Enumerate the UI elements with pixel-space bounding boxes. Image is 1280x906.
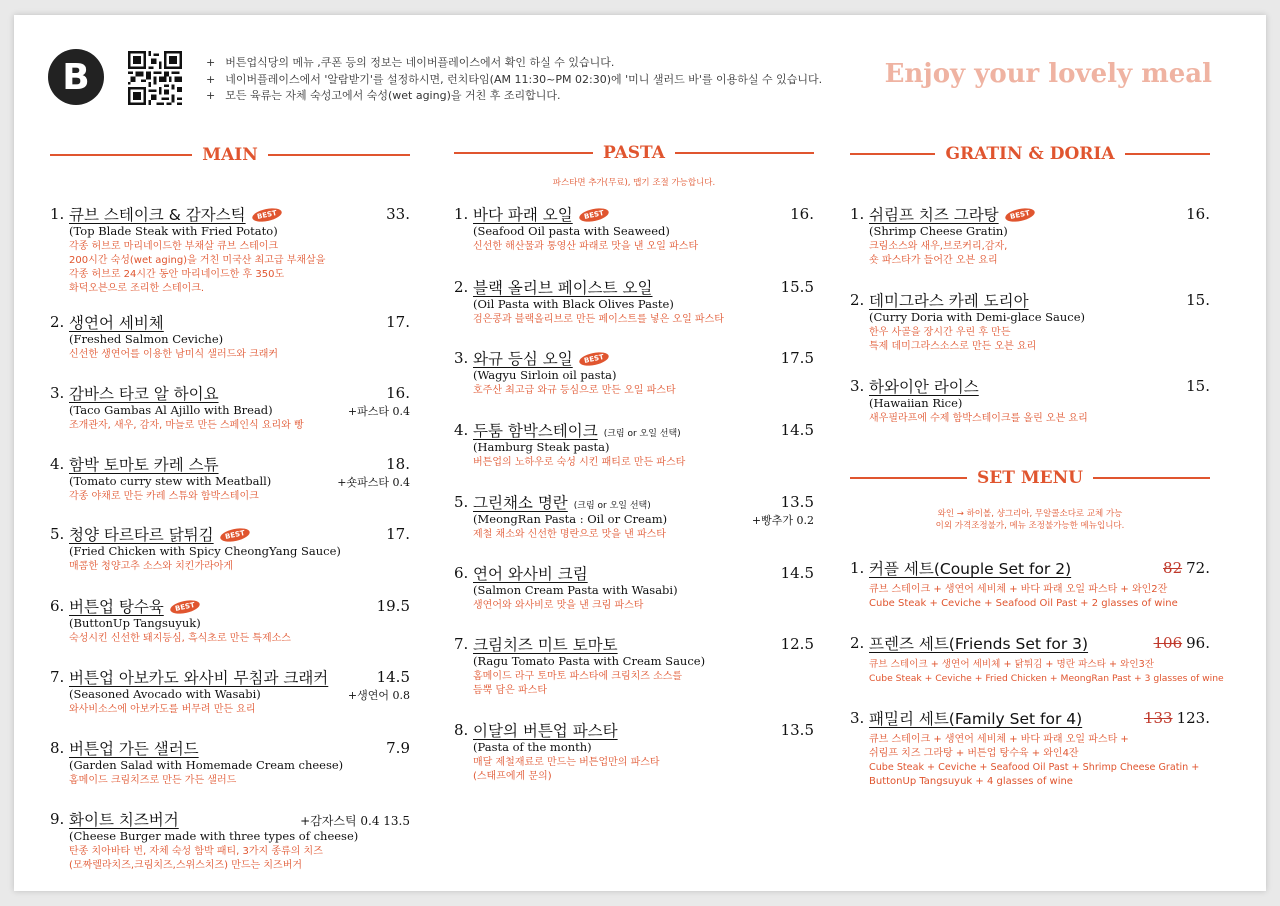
menu-item[interactable]: 3. 하와이안 라이스 15. (Hawaiian Rice) 새우필라프에 수제 함박스테이크를 올린 오븐 요리 bbox=[850, 377, 1210, 424]
menu-item[interactable]: 6. 연어 와사비 크림 14.5 (Salmon Cream Pasta with Wasabi) 생연어와 와사비로 맛을 낸 크림 파스타 bbox=[454, 564, 814, 611]
item-name: 와규 등심 오일 BEST bbox=[473, 347, 609, 369]
item-description: 특제 데미그라스소스로 만든 오븐 요리 bbox=[869, 341, 1037, 352]
item-english-name: (Seasoned Avocado with Wasabi) bbox=[69, 687, 261, 701]
item-description: 큐브 스테이크 + 생연어 세비체 + 바다 파래 오일 파스타 + 와인2잔 bbox=[869, 584, 1168, 595]
item-price: 82 72. bbox=[1163, 559, 1210, 577]
item-old-price: 106 bbox=[1153, 634, 1183, 652]
item-price: 18. bbox=[386, 455, 410, 473]
item-price: +감자스틱 0.4 13.5 bbox=[300, 814, 410, 828]
item-price: 13.5 bbox=[780, 493, 814, 511]
item-name: 청양 타르타르 닭튀김 BEST bbox=[69, 523, 250, 545]
item-addon: +생연어 0.8 bbox=[347, 689, 410, 702]
item-description: 검은콩과 블랙올리브로 만든 페이스트를 넣은 오일 파스타 bbox=[473, 314, 724, 325]
item-english-name: (Garden Salad with Homemade Cream cheese) bbox=[69, 758, 344, 772]
menu-item[interactable]: 2. 데미그라스 카레 도리아 15. (Curry Doria with Demi-glace Sauce) 한우 사골을 장시간 우린 후 만든 특제 데미그라스소스로 만든 오븐 요리 bbox=[850, 291, 1210, 352]
item-description: 새우필라프에 수제 함박스테이크를 올린 오븐 요리 bbox=[869, 413, 1088, 424]
menu-item[interactable]: 7. 버튼업 아보카도 와사비 무침과 크래커 14.5 +생연어 0.8 (Seasoned Avocado with Wasabi) 와사비소스에 아보카도를 버무려 만든 요리 bbox=[50, 668, 410, 715]
item-name: 하와이안 라이스 bbox=[869, 378, 979, 396]
item-name: 버튼업 가든 샐러드 bbox=[69, 740, 199, 758]
item-description: 크림소스와 새우,브로커리,감자, bbox=[869, 241, 1008, 252]
menu-item[interactable]: 2. 생연어 세비체 17. (Freshed Salmon Ceviche) 신선한 생연어를 이용한 남미식 샐러드와 크래커 bbox=[50, 313, 410, 360]
item-description: 숏 파스타가 들어간 오븐 요리 bbox=[869, 255, 998, 266]
item-english-name: (Oil Pasta with Black Olives Paste) bbox=[473, 297, 674, 311]
set-menu-note: 이외 가격조정불가, 메뉴 조정불가능한 메뉴입니다. bbox=[935, 521, 1125, 531]
item-name: 감바스 타코 알 하이요 bbox=[69, 385, 219, 403]
item-description: (모짜렐라치즈,크림치즈,스위스치즈) 만드는 치즈버거 bbox=[69, 860, 303, 871]
item-name: 프렌즈 세트(Friends Set for 3) bbox=[869, 635, 1089, 653]
set-menu-item[interactable]: 1. 커플 세트(Couple Set for 2) 82 72. 큐브 스테이크 + 생연어 세비체 + 바다 파래 오일 파스타 + 와인2잔 Cube Steak + Ceviche + Seafood Oil Past + 2 glasses of wine bbox=[850, 559, 1210, 609]
tagline: Enjoy your lovely meal bbox=[884, 59, 1212, 89]
item-old-price: 82 bbox=[1163, 559, 1183, 577]
item-price: 7.9 bbox=[386, 739, 410, 757]
notice-item: + 모든 육류는 자체 숙성고에서 숙성(wet aging)을 거친 후 조리합니다. bbox=[206, 88, 822, 105]
item-name: 큐브 스테이크 & 감자스틱 BEST bbox=[69, 203, 282, 225]
item-price: 15.5 bbox=[780, 278, 814, 296]
best-badge-icon: BEST bbox=[169, 598, 201, 616]
item-english-name: (Top Blade Steak with Fried Potato) bbox=[69, 224, 278, 238]
item-description: 큐브 스테이크 + 생연어 세비체 + 닭튀김 + 명란 파스타 + 와인3잔 bbox=[869, 659, 1154, 670]
item-name: 크림치즈 미트 토마토 bbox=[473, 636, 618, 654]
best-badge-icon: BEST bbox=[578, 350, 610, 368]
item-price: 12.5 bbox=[780, 635, 814, 653]
item-english-name: (Curry Doria with Demi-glace Sauce) bbox=[869, 310, 1086, 324]
set-menu-note: 와인 → 하이볼, 샹그리아, 무알콜소다로 교체 가능 bbox=[937, 509, 1123, 519]
item-english-name: (Ragu Tomato Pasta with Cream Sauce) bbox=[473, 654, 706, 668]
item-price: 133 123. bbox=[1143, 709, 1210, 727]
item-description: Cube Steak + Ceviche + Fried Chicken + MeongRan Past + 3 glasses of wine bbox=[869, 673, 1224, 684]
item-description: (스태프에게 문의) bbox=[473, 771, 552, 782]
item-option: (크림 or 오일 선택) bbox=[603, 429, 681, 439]
item-english-name: (Freshed Salmon Ceviche) bbox=[69, 332, 224, 346]
menu-item[interactable]: 5. 청양 타르타르 닭튀김 BEST 17. (Fried Chicken with Spicy CheongYang Sauce) 매콤한 청양고추 소스와 치킨가라아게 bbox=[50, 525, 410, 572]
menu-item[interactable]: 2. 블랙 올리브 페이스트 오일 15.5 (Oil Pasta with Black Olives Paste) 검은콩과 블랙올리브로 만든 페이스트를 넣은 오일 파스타 bbox=[454, 278, 814, 325]
item-description: 각종 허브로 마리네이드한 부채살 큐브 스테이크 bbox=[69, 241, 279, 252]
menu-item[interactable]: 4. 함박 토마토 카레 스튜 18. +숏파스타 0.4 (Tomato curry stew with Meatball) 각종 야채로 만든 카레 스튜와 함박스테이크 bbox=[50, 455, 410, 502]
item-english-name: (Fried Chicken with Spicy CheongYang Sauce) bbox=[69, 544, 341, 558]
notice-item: + 버튼업식당의 메뉴 ,쿠폰 등의 정보는 네이버플레이스에서 확인 하실 수 있습니다. bbox=[206, 55, 822, 72]
item-price: 13.5 bbox=[780, 721, 814, 739]
item-price: 17. bbox=[386, 525, 410, 543]
item-english-name: (ButtonUp Tangsuyuk) bbox=[69, 616, 201, 630]
best-badge-icon: BEST bbox=[1004, 206, 1036, 224]
item-old-price: 133 bbox=[1143, 709, 1173, 727]
item-description: 한우 사골을 장시간 우린 후 만든 bbox=[869, 327, 1011, 338]
item-name: 연어 와사비 크림 bbox=[473, 565, 588, 583]
pasta-note: 파스타면 추가(무료), 맵기 조절 가능합니다. bbox=[552, 178, 716, 188]
item-description: 신선한 해산물과 통영산 파래로 맛을 낸 오일 파스타 bbox=[473, 241, 699, 252]
menu-item[interactable]: 5. 그린채소 명란 (크림 or 오일 선택) 13.5 +빵추가 0.2 (MeongRan Pasta : Oil or Cream) 제철 채소와 신선한 명란으로 맛을 낸 파스타 bbox=[454, 493, 814, 540]
best-badge-icon: BEST bbox=[578, 206, 610, 224]
menu-item[interactable]: 3. 감바스 타코 알 하이요 16. +파스타 0.4 (Taco Gambas Al Ajillo with Bread) 조개관자, 새우, 감자, 마늘로 만든 스페인식 요리와 빵 bbox=[50, 384, 410, 431]
item-name: 그린채소 명란 (크림 or 오일 선택) bbox=[473, 494, 651, 512]
item-description: 쉬림프 치즈 그라탕 + 버튼업 탕수육 + 와인4잔 bbox=[869, 748, 1079, 759]
menu-item[interactable]: 8. 버튼업 가든 샐러드 7.9 (Garden Salad with Homemade Cream cheese) 홈메이드 크림치즈로 만든 가든 샐러드 bbox=[50, 739, 410, 786]
item-price: 14.5 bbox=[376, 668, 410, 686]
item-addon: +숏파스타 0.4 bbox=[337, 476, 410, 489]
item-name: 화이트 치즈버거 bbox=[69, 811, 179, 829]
item-description: 생연어와 와사비로 맛을 낸 크림 파스타 bbox=[473, 600, 644, 611]
menu-item[interactable]: 1. 바다 파래 오일 BEST 16. (Seafood Oil pasta with Seaweed) 신선한 해산물과 통영산 파래로 맛을 낸 오일 파스타 bbox=[454, 205, 814, 252]
item-description: 큐브 스테이크 + 생연어 세비체 + 바다 파래 오일 파스타 + bbox=[869, 734, 1129, 745]
gratin-section-title: GRATIN & DORIA bbox=[850, 142, 1210, 166]
menu-item[interactable]: 3. 와규 등심 오일 BEST 17.5 (Wagyu Sirloin oil pasta) 호주산 최고급 와규 등심으로 만든 오일 파스타 bbox=[454, 349, 814, 396]
item-price: 17. bbox=[386, 313, 410, 331]
set-menu-item[interactable]: 2. 프렌즈 세트(Friends Set for 3) 106 96. 큐브 스테이크 + 생연어 세비체 + 닭튀김 + 명란 파스타 + 와인3잔 Cube Steak + Ceviche + Fried Chicken + MeongRan Past + 3 glasses of wine bbox=[850, 634, 1224, 684]
item-description: ButtonUp Tangsuyuk + 4 glasses of wine bbox=[869, 776, 1073, 787]
item-description: 듬뿍 담은 파스타 bbox=[473, 685, 547, 696]
item-english-name: (Tomato curry stew with Meatball) bbox=[69, 474, 272, 488]
item-name: 함박 토마토 카레 스튜 bbox=[69, 456, 219, 474]
item-description: 화덕오븐으로 조리한 스테이크. bbox=[69, 283, 205, 294]
main-section-title: MAIN bbox=[50, 143, 410, 167]
menu-item[interactable]: 1. 쉬림프 치즈 그라탕 BEST 16. (Shrimp Cheese Gratin) 크림소스와 새우,브로커리,감자, 숏 파스타가 들어간 오븐 요리 bbox=[850, 205, 1210, 266]
item-description: 조개관자, 새우, 감자, 마늘로 만든 스페인식 요리와 빵 bbox=[69, 420, 304, 431]
item-description: 홈메이드 라구 토마토 파스타에 크림치즈 소스를 bbox=[473, 671, 683, 682]
item-description: 매콤한 청양고추 소스와 치킨가라아게 bbox=[69, 561, 234, 572]
item-addon: +파스타 0.4 bbox=[347, 405, 410, 418]
item-description: 신선한 생연어를 이용한 남미식 샐러드와 크래커 bbox=[69, 349, 279, 360]
item-description: 각종 야채로 만든 카레 스튜와 함박스테이크 bbox=[69, 491, 259, 502]
item-english-name: (MeongRan Pasta : Oil or Cream) bbox=[473, 512, 668, 526]
item-name: 데미그라스 카레 도리아 bbox=[869, 292, 1029, 310]
notice-item: + 네이버플레이스에서 '알람받기'를 설정하시면, 런치타임(AM 11:30~PM 02:30)에 '미니 샐러드 바'를 이용하실 수 있습니다. bbox=[206, 72, 822, 89]
item-description: Cube Steak + Ceviche + Seafood Oil Past + Shrimp Cheese Gratin + bbox=[869, 762, 1200, 773]
item-english-name: (Taco Gambas Al Ajillo with Bread) bbox=[69, 403, 273, 417]
item-name: 쉬림프 치즈 그라탕 BEST bbox=[869, 203, 1035, 225]
item-price: 15. bbox=[1186, 377, 1210, 395]
item-price: 17.5 bbox=[780, 349, 814, 367]
item-english-name: (Salmon Cream Pasta with Wasabi) bbox=[473, 583, 678, 597]
item-description: 제철 채소와 신선한 명란으로 맛을 낸 파스타 bbox=[473, 529, 666, 540]
item-english-name: (Wagyu Sirloin oil pasta) bbox=[473, 368, 617, 382]
item-name: 버튼업 탕수육 BEST bbox=[69, 595, 200, 617]
menu-item[interactable]: 7. 크림치즈 미트 토마토 12.5 (Ragu Tomato Pasta with Cream Sauce) 홈메이드 라구 토마토 파스타에 크림치즈 소스를 듬뿍 담은 파스타 bbox=[454, 635, 814, 696]
item-name: 블랙 올리브 페이스트 오일 bbox=[473, 279, 653, 297]
item-price: 14.5 bbox=[780, 564, 814, 582]
item-description: Cube Steak + Ceviche + Seafood Oil Past + 2 glasses of wine bbox=[869, 598, 1178, 609]
item-english-name: (Cheese Burger made with three types of cheese) bbox=[69, 829, 359, 843]
menu-item[interactable]: 1. 큐브 스테이크 & 감자스틱 BEST 33. (Top Blade Steak with Fried Potato) 각종 허브로 마리네이드한 부채살 큐브 스테이크 200시간 숙성(wet aging)을 거친 미국산 최고급 부채살을 각종 허브로 24시간 동안 마리네이드한 후 350도 화덕오븐으로 조리한 스테이크. bbox=[50, 205, 410, 294]
item-description: 매달 제철재료로 만드는 버튼업만의 파스타 bbox=[473, 757, 660, 768]
item-addon: +빵추가 0.2 bbox=[751, 514, 814, 527]
item-price: 16. bbox=[386, 384, 410, 402]
menu-item[interactable]: 8. 이달의 버튼업 파스타 13.5 (Pasta of the month) 매달 제철재료로 만드는 버튼업만의 파스타 (스태프에게 문의) bbox=[454, 721, 814, 782]
item-description: 버튼업의 노하우로 숙성 시킨 패티로 만든 파스타 bbox=[473, 457, 686, 468]
item-english-name: (Pasta of the month) bbox=[473, 740, 592, 754]
buttonup-logo-icon: B bbox=[48, 49, 104, 105]
item-price: 19.5 bbox=[376, 597, 410, 615]
item-option: (크림 or 오일 선택) bbox=[573, 501, 651, 511]
item-price: 16. bbox=[790, 205, 814, 223]
set-menu-item[interactable]: 3. 패밀리 세트(Family Set for 4) 133 123. 큐브 스테이크 + 생연어 세비체 + 바다 파래 오일 파스타 + 쉬림프 치즈 그라탕 + 버튼업 탕수육 + 와인4잔 Cube Steak + Ceviche + Seafood Oil Past + Shrimp Cheese Gratin + ButtonUp Tangsuyuk + 4 glasses of wine bbox=[850, 709, 1210, 787]
set-menu-section-title: SET MENU bbox=[850, 466, 1210, 490]
item-description: 홈메이드 크림치즈로 만든 가든 샐러드 bbox=[69, 775, 237, 786]
item-name: 이달의 버튼업 파스타 bbox=[473, 722, 618, 740]
best-badge-icon: BEST bbox=[251, 206, 283, 224]
menu-sheet bbox=[14, 15, 1266, 891]
main-column bbox=[50, 15, 410, 891]
item-name: 생연어 세비체 bbox=[69, 314, 164, 332]
item-price: 16. bbox=[1186, 205, 1210, 223]
item-description: 숙성시킨 신선한 돼지등심, 흑식초로 만든 특제소스 bbox=[69, 633, 291, 644]
item-name: 버튼업 아보카도 와사비 무침과 크래커 bbox=[69, 669, 329, 687]
item-description: 와사비소스에 아보카도를 버무려 만든 요리 bbox=[69, 704, 256, 715]
best-badge-icon: BEST bbox=[219, 526, 251, 544]
item-description: 탄종 치아바타 번, 자체 숙성 함박 패티, 3가지 종류의 치즈 bbox=[69, 846, 323, 857]
pasta-section-title: PASTA bbox=[454, 141, 814, 165]
item-name: 패밀리 세트(Family Set for 4) bbox=[869, 710, 1083, 728]
item-name: 바다 파래 오일 BEST bbox=[473, 203, 609, 225]
gratin-set-column bbox=[850, 15, 1224, 891]
item-price: 14.5 bbox=[780, 421, 814, 439]
menu-item[interactable]: 6. 버튼업 탕수육 BEST 19.5 (ButtonUp Tangsuyuk) 숙성시킨 신선한 돼지등심, 흑식초로 만든 특제소스 bbox=[50, 597, 410, 644]
item-price: 106 96. bbox=[1153, 634, 1210, 652]
pasta-column bbox=[454, 15, 814, 891]
item-english-name: (Hawaiian Rice) bbox=[869, 396, 963, 410]
item-english-name: (Hamburg Steak pasta) bbox=[473, 440, 610, 454]
item-description: 호주산 최고급 와규 등심으로 만든 오일 파스타 bbox=[473, 385, 676, 396]
item-name: 커플 세트(Couple Set for 2) bbox=[869, 560, 1072, 578]
item-english-name: (Seafood Oil pasta with Seaweed) bbox=[473, 224, 670, 238]
item-description: 200시간 숙성(wet aging)을 거친 미국산 최고급 부채살을 bbox=[69, 255, 326, 266]
item-name: 두툼 함박스테이크 (크림 or 오일 선택) bbox=[473, 422, 681, 440]
menu-item[interactable]: 9. 화이트 치즈버거 +감자스틱 0.4 13.5 (Cheese Burger made with three types of cheese) 탄종 치아바타 번, 자체 숙성 함박 패티, 3가지 종류의 치즈 (모짜렐라치즈,크림치즈,스위스치즈) 만드는 치즈버거 bbox=[50, 810, 410, 871]
item-description: 각종 허브로 24시간 동안 마리네이드한 후 350도 bbox=[69, 269, 285, 280]
item-price: 33. bbox=[386, 205, 410, 223]
item-price: 15. bbox=[1186, 291, 1210, 309]
item-english-name: (Shrimp Cheese Gratin) bbox=[869, 224, 1008, 238]
menu-item[interactable]: 4. 두툼 함박스테이크 (크림 or 오일 선택) 14.5 (Hamburg Steak pasta) 버튼업의 노하우로 숙성 시킨 패티로 만든 파스타 bbox=[454, 421, 814, 468]
